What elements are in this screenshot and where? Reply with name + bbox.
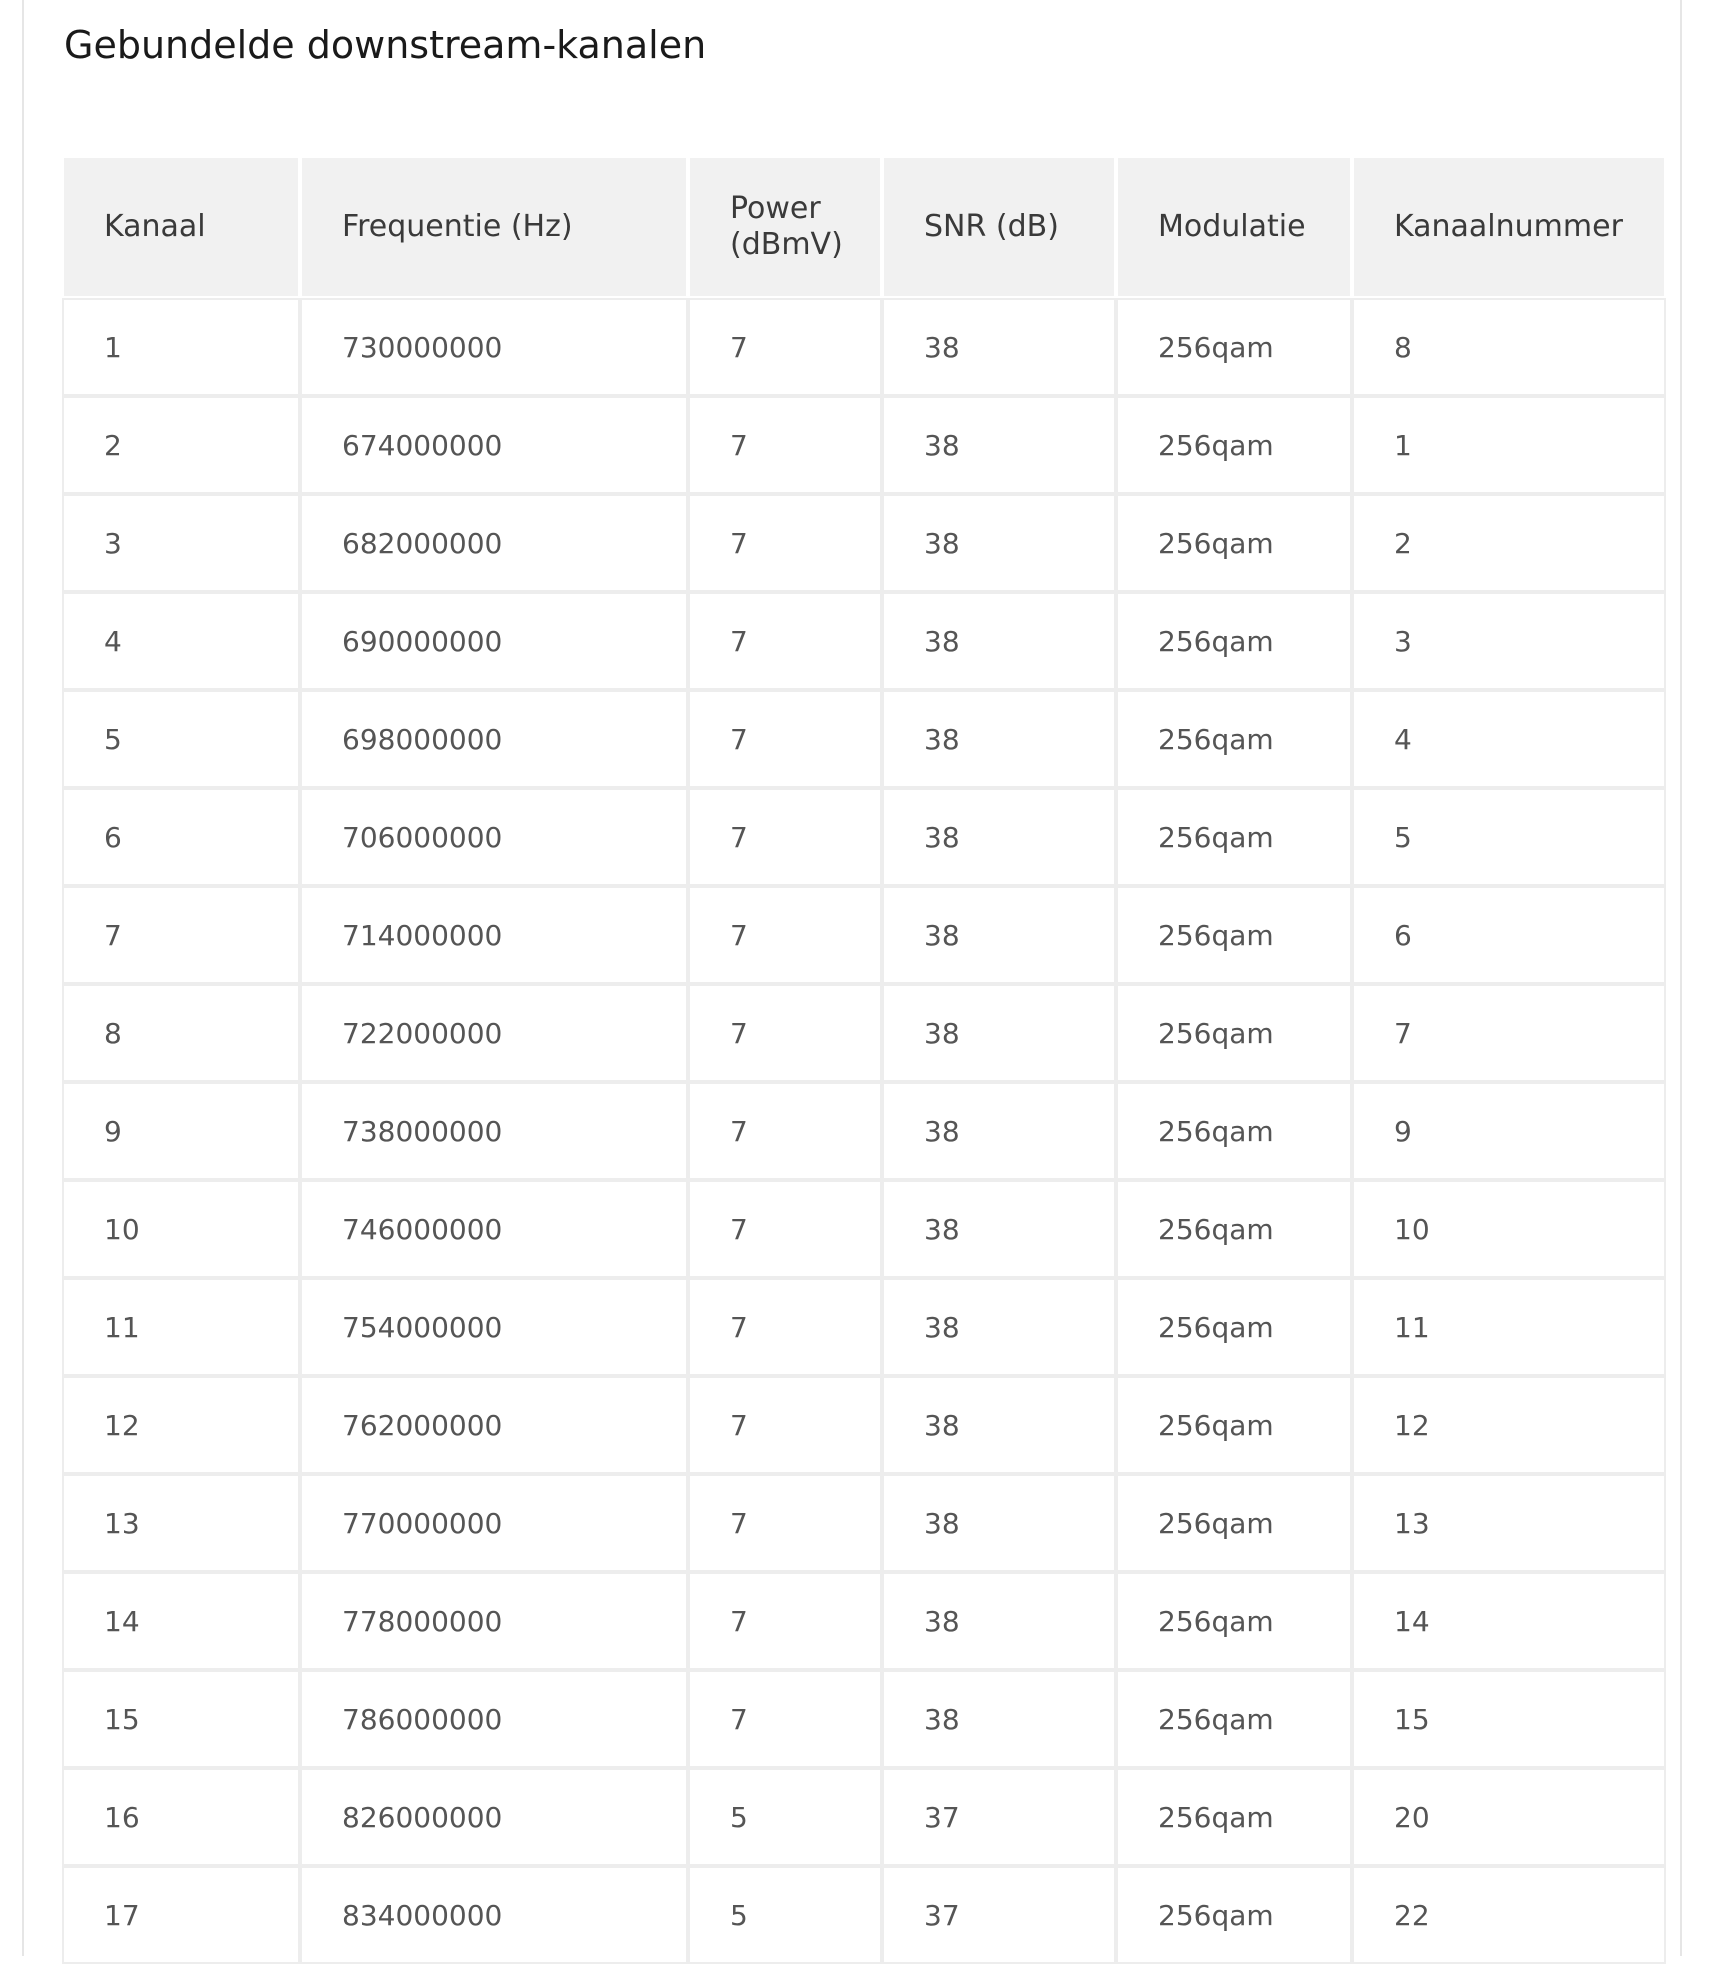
cell-frequentie: 770000000 [302,1476,686,1570]
cell-snr: 38 [884,888,1114,982]
cell-power: 7 [690,692,880,786]
table-row [64,1280,1664,1374]
downstream-channels-table [60,154,1668,1966]
cell-kanaal: 2 [64,398,298,492]
cell-snr: 38 [884,1182,1114,1276]
cell-frequentie: 762000000 [302,1378,686,1472]
cell-kanaalnummer: 2 [1354,496,1664,590]
cell-kanaalnummer: 3 [1354,594,1664,688]
cell-snr: 38 [884,496,1114,590]
cell-frequentie: 730000000 [302,300,686,394]
cell-kanaal: 8 [64,986,298,1080]
cell-snr: 38 [884,1084,1114,1178]
table-row [64,1770,1664,1864]
cell-kanaalnummer: 11 [1354,1280,1664,1374]
cell-frequentie: 834000000 [302,1868,686,1962]
cell-snr: 38 [884,594,1114,688]
table-row [64,888,1664,982]
cell-power: 7 [690,790,880,884]
cell-kanaalnummer: 13 [1354,1476,1664,1570]
cell-power: 5 [690,1770,880,1864]
column-header-snr: SNR (dB) [884,158,1114,296]
cell-kanaalnummer: 5 [1354,790,1664,884]
cell-frequentie: 738000000 [302,1084,686,1178]
cell-power: 7 [690,1182,880,1276]
cell-modulatie: 256qam [1118,1084,1350,1178]
cell-power: 7 [690,986,880,1080]
column-header-kanaal: Kanaal [64,158,298,296]
cell-snr: 38 [884,300,1114,394]
cell-frequentie: 722000000 [302,986,686,1080]
cell-kanaal: 13 [64,1476,298,1570]
cell-snr: 38 [884,1280,1114,1374]
cell-kanaalnummer: 4 [1354,692,1664,786]
cell-kanaalnummer: 6 [1354,888,1664,982]
cell-modulatie: 256qam [1118,398,1350,492]
cell-kanaal: 9 [64,1084,298,1178]
cell-snr: 38 [884,692,1114,786]
cell-frequentie: 754000000 [302,1280,686,1374]
header-row [64,158,1664,296]
cell-frequentie: 786000000 [302,1672,686,1766]
cell-kanaalnummer: 22 [1354,1868,1664,1962]
cell-kanaalnummer: 14 [1354,1574,1664,1668]
cell-snr: 37 [884,1770,1114,1864]
cell-kanaal: 5 [64,692,298,786]
cell-kanaal: 10 [64,1182,298,1276]
cell-modulatie: 256qam [1118,888,1350,982]
cell-snr: 38 [884,1574,1114,1668]
cell-modulatie: 256qam [1118,1574,1350,1668]
cell-frequentie: 698000000 [302,692,686,786]
table-row [64,1868,1664,1962]
cell-frequentie: 706000000 [302,790,686,884]
cell-power: 7 [690,594,880,688]
table-row [64,790,1664,884]
table-row [64,594,1664,688]
cell-modulatie: 256qam [1118,1672,1350,1766]
cell-snr: 38 [884,1378,1114,1472]
cell-kanaalnummer: 7 [1354,986,1664,1080]
cell-frequentie: 682000000 [302,496,686,590]
table-row [64,398,1664,492]
cell-modulatie: 256qam [1118,1182,1350,1276]
cell-kanaalnummer: 8 [1354,300,1664,394]
cell-power: 7 [690,300,880,394]
cell-frequentie: 746000000 [302,1182,686,1276]
cell-kanaal: 15 [64,1672,298,1766]
cell-modulatie: 256qam [1118,1378,1350,1472]
cell-modulatie: 256qam [1118,1868,1350,1962]
cell-snr: 38 [884,398,1114,492]
cell-frequentie: 778000000 [302,1574,686,1668]
cell-modulatie: 256qam [1118,1770,1350,1864]
table-row [64,1574,1664,1668]
table-row [64,692,1664,786]
cell-frequentie: 674000000 [302,398,686,492]
cell-modulatie: 256qam [1118,986,1350,1080]
table-row [64,1182,1664,1276]
table-row [64,300,1664,394]
cell-kanaalnummer: 1 [1354,398,1664,492]
table-row [64,1476,1664,1570]
table-row [64,986,1664,1080]
section-title: Gebundelde downstream-kanalen [64,23,707,67]
cell-power: 7 [690,496,880,590]
cell-frequentie: 714000000 [302,888,686,982]
cell-snr: 38 [884,1672,1114,1766]
cell-kanaal: 6 [64,790,298,884]
column-header-power: Power (dBmV) [690,158,880,296]
cell-power: 7 [690,1378,880,1472]
cell-kanaal: 12 [64,1378,298,1472]
cell-modulatie: 256qam [1118,692,1350,786]
cell-kanaal: 1 [64,300,298,394]
cell-modulatie: 256qam [1118,496,1350,590]
cell-kanaal: 3 [64,496,298,590]
cell-power: 7 [690,398,880,492]
cell-kanaalnummer: 10 [1354,1182,1664,1276]
cell-kanaal: 4 [64,594,298,688]
cell-power: 7 [690,888,880,982]
cell-power: 7 [690,1672,880,1766]
cell-modulatie: 256qam [1118,300,1350,394]
cell-snr: 38 [884,1476,1114,1570]
cell-snr: 38 [884,790,1114,884]
cell-modulatie: 256qam [1118,1280,1350,1374]
cell-kanaal: 14 [64,1574,298,1668]
cell-modulatie: 256qam [1118,1476,1350,1570]
cell-kanaal: 16 [64,1770,298,1864]
cell-modulatie: 256qam [1118,790,1350,884]
cell-kanaalnummer: 12 [1354,1378,1664,1472]
column-header-modulatie: Modulatie [1118,158,1350,296]
cell-power: 7 [690,1084,880,1178]
cell-frequentie: 826000000 [302,1770,686,1864]
cell-modulatie: 256qam [1118,594,1350,688]
cell-power: 7 [690,1476,880,1570]
cell-kanaalnummer: 20 [1354,1770,1664,1864]
table-body [64,300,1664,1962]
table-row [64,1378,1664,1472]
cell-snr: 37 [884,1868,1114,1962]
cell-frequentie: 690000000 [302,594,686,688]
column-header-kanaalnummer: Kanaalnummer [1354,158,1664,296]
cell-power: 7 [690,1574,880,1668]
table-row [64,496,1664,590]
cell-power: 7 [690,1280,880,1374]
cell-power: 5 [690,1868,880,1962]
cell-kanaal: 17 [64,1868,298,1962]
cell-kanaal: 7 [64,888,298,982]
table-row [64,1672,1664,1766]
cell-kanaalnummer: 15 [1354,1672,1664,1766]
cell-kanaalnummer: 9 [1354,1084,1664,1178]
cell-snr: 38 [884,986,1114,1080]
cell-kanaal: 11 [64,1280,298,1374]
table-row [64,1084,1664,1178]
table-header [64,158,1664,296]
column-header-frequentie: Frequentie (Hz) [302,158,686,296]
